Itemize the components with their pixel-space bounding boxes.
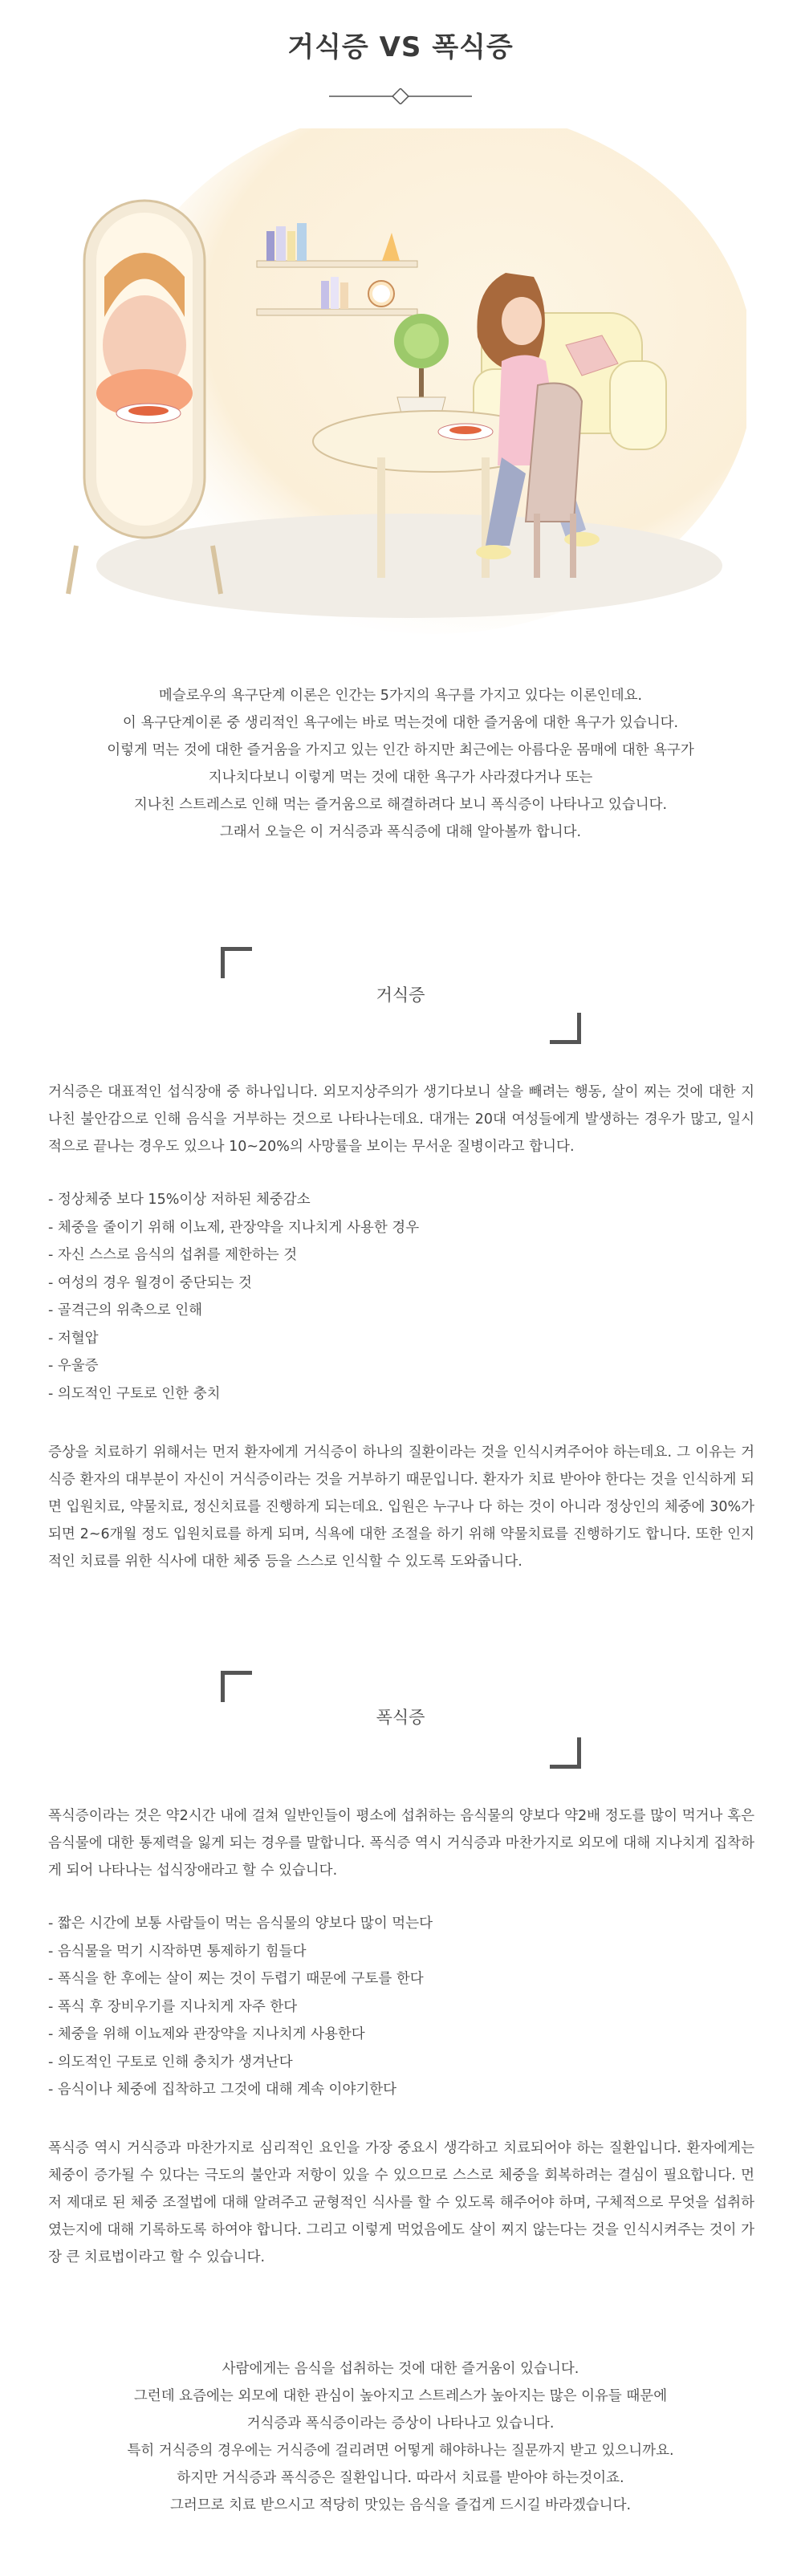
list-item: - 음식물을 먹기 시작하면 통제하기 힘들다 — [48, 1943, 307, 1960]
page-title: 거식증 VS 폭식증 — [287, 30, 514, 63]
list-item: - 폭식 후 장비우기를 지나치게 자주 한다 — [48, 1998, 298, 2015]
intro-text — [48, 682, 753, 846]
anorexia-treatment: 증상을 치료하기 위해서는 먼저 환자에게 거식증이 하나의 질환이라는 것을 인식시켜주어야 하는데요. 그 이유는 거식증 환자의 대부분이 자신이 거식증이라는 것을 거부하기 때문입니다. 환자가 치료 받아야 한다는 것을 인식하게 되면 입원치료, 약물치료, 정신치료를 진행하게 되는데요. 입원은 누구나 다 하는 것이 아니라 정상인의 체중에 30%가 되면 2~6개월 정도 입원치료를 하게 되며, 식욕에 대한 조절을 하기 위해 약물치료를 진행하기도 합니다. 또한 인지적인 치료를 위한 식사에 대한 체중 등을 스스로 인식할 수 있도록 도와줍니다. — [48, 1444, 754, 1570]
list-item: - 여성의 경우 월경이 중단되는 것 — [48, 1274, 252, 1291]
outro-line: 사람에게는 음식을 섭취하는 것에 대한 즐거움이 있습니다. — [222, 2361, 579, 2377]
list-item: - 우울증 — [48, 1358, 99, 1374]
binge-symptom-list — [48, 1910, 754, 2104]
intro-line: 지나치다보니 이렇게 먹는 것에 대한 욕구가 사라졌다거나 또는 — [208, 770, 593, 786]
section-title-binge: 폭식증 — [376, 1708, 425, 1727]
list-item: - 체중을 줄이기 위해 이뇨제, 관장약을 지나치게 사용한 경우 — [48, 1219, 420, 1236]
title-divider — [329, 88, 472, 104]
anorexia-symptom-list — [48, 1186, 754, 1408]
list-item: - 폭식을 한 후에는 살이 찌는 것이 두렵기 때문에 구토를 한다 — [48, 1971, 424, 1987]
outro-line: 특히 거식증의 경우에는 거식증에 걸리려면 어떻게 해야하나는 질문까지 받고 있으니까요. — [127, 2443, 674, 2459]
intro-line: 메슬로우의 욕구단계 이론은 인간는 5가지의 욕구를 가지고 있다는 이론인데요. — [158, 688, 643, 704]
list-item: - 음식이나 체중에 집착하고 그것에 대해 계속 이야기한다 — [48, 2082, 397, 2098]
intro-line: 이렇게 먹는 것에 대한 즐거움을 가지고 있는 인간 하지만 최근에는 아름다운 몸매에 대한 욕구가 — [107, 742, 694, 758]
outro-text — [48, 2355, 753, 2519]
intro-line: 지나친 스트레스로 인해 먹는 즐거움으로 해결하려다 보니 폭식증이 나타나고 있습니다. — [133, 797, 668, 813]
list-item: - 정상체중 보다 15%이상 저하된 체중감소 — [48, 1192, 311, 1208]
list-item: - 의도적인 구토로 인한 충치 — [48, 1385, 221, 1402]
illustration-mirror-scene — [56, 128, 746, 642]
list-item: - 저혈압 — [48, 1330, 99, 1347]
bracket-bottom-right — [550, 1013, 581, 1044]
intro-line: 그래서 오늘은 이 거식증과 폭식증에 대해 알아볼까 합니다. — [219, 824, 582, 840]
list-item: - 의도적인 구토로 인해 충치가 생겨난다 — [48, 2054, 293, 2070]
outro-line: 거식증과 폭식증이라는 증상이 나타나고 있습니다. — [246, 2416, 555, 2432]
outro-line: 하지만 거식증과 폭식증은 질환입니다. 따라서 치료를 받아야 하는것이죠. — [177, 2470, 624, 2486]
list-item: - 자신 스스로 음식의 섭취를 제한하는 것 — [48, 1247, 298, 1263]
bracket-bottom-right — [550, 1737, 581, 1769]
binge-treatment: 폭식증 역시 거식증과 마찬가지로 심리적인 요인을 가장 중요시 생각하고 치료되어야 하는 질환입니다. 환자에게는 체중이 증가될 수 있다는 극도의 불안과 저항이 있을 수 있으므로 스스로 체중을 회복하려는 결심이 필요합니다. 먼저 제대로 된 체중 조절법에 대해 알려주고 균형적인 식사를 할 수 있도록 해주어야 하며, 구체적으로 무엇을 섭취하였는지에 대해 기록하도록 하여야 합니다. 그리고 이렇게 먹었음에도 살이 찌지 않는다는 것을 인식시켜주는 것이 가장 큰 치료법이라고 할 수 있습니다. — [48, 2140, 754, 2265]
anorexia-intro: 거식증은 대표적인 섭식장애 중 하나입니다. 외모지상주의가 생기다보니 살을 빼려는 행동, 살이 찌는 것에 대한 지나친 불안감으로 인해 음식을 거부하는 것으로 나타나는데요. 대개는 20대 여성들에게 발생하는 경우가 많고, 일시적으로 끝나는 경우도 있으나 10~20%의 사망률을 보이는 무서운 질병이라고 합니다. — [48, 1084, 754, 1155]
bracket-top-left — [221, 947, 252, 978]
section-title-anorexia: 거식증 — [376, 985, 425, 1005]
list-item: - 짧은 시간에 보통 사람들이 먹는 음식물의 양보다 많이 먹는다 — [48, 1916, 433, 1932]
bracket-top-left — [221, 1671, 252, 1702]
list-item: - 체중을 위해 이뇨제와 관장약을 지나치게 사용한다 — [48, 2026, 365, 2042]
outro-line: 그런데 요즘에는 외모에 대한 관심이 높아지고 스트레스가 높아지는 많은 이유들 때문에 — [133, 2388, 668, 2404]
outro-line: 그러므로 치료 받으시고 적당히 맛있는 음식을 즐겁게 드시길 바라겠습니다. — [169, 2497, 632, 2513]
binge-intro: 폭식증이라는 것은 약2시간 내에 걸쳐 일반인들이 평소에 섭취하는 음식물의 양보다 약2배 정도를 많이 먹거나 혹은 음식물에 대한 통제력을 잃게 되는 경우를 말합니다. 폭식증 역시 거식증과 마찬가지로 외모에 대해 지나치게 집착하게 되어 나타나는 섭식장애라고 할 수 있습니다. — [48, 1808, 754, 1879]
list-item: - 골격근의 위축으로 인해 — [48, 1302, 203, 1318]
intro-line: 이 욕구단계이론 중 생리적인 욕구에는 바로 먹는것에 대한 즐거움에 대한 욕구가 있습니다. — [122, 715, 679, 731]
